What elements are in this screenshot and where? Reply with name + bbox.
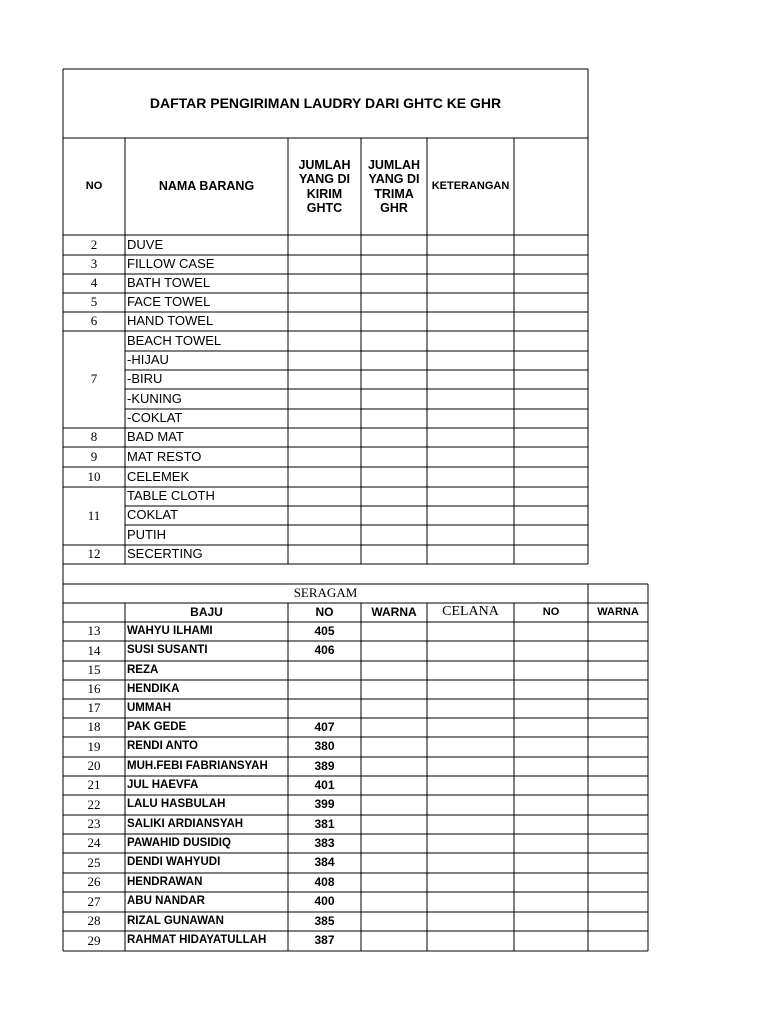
item-name: COKLAT xyxy=(127,507,179,523)
item-name: FILLOW CASE xyxy=(127,256,215,272)
row-no: 26 xyxy=(87,874,101,890)
baju-number: 385 xyxy=(314,913,335,928)
row-no: 13 xyxy=(87,623,101,639)
row-no: 22 xyxy=(87,796,101,812)
baju-number: 399 xyxy=(314,797,335,812)
row-no: 23 xyxy=(87,816,101,832)
baju-number: 408 xyxy=(314,874,335,889)
employee-name: PAWAHID DUSIDIQ xyxy=(127,836,231,849)
row-no: 25 xyxy=(87,854,101,870)
item-name: SECERTING xyxy=(127,546,203,562)
employee-name: MUH.FEBI FABRIANSYAH xyxy=(127,759,268,772)
baju-number xyxy=(288,680,361,699)
item-no: 10 xyxy=(87,468,101,484)
header-baju-warna: WARNA xyxy=(371,604,417,619)
employee-name: LALU HASBULAH xyxy=(127,798,226,811)
row-no: 27 xyxy=(87,893,101,909)
item-name: TABLE CLOTH xyxy=(127,488,215,504)
row-no: 18 xyxy=(87,719,101,735)
item-no: 9 xyxy=(90,448,98,464)
baju-number: 389 xyxy=(314,758,335,773)
header-keterangan: KETERANGAN xyxy=(431,180,510,193)
baju-number: 387 xyxy=(314,933,335,948)
item-no: 8 xyxy=(90,429,98,445)
header-jumlah-trima: JUMLAH YANG DI TRIMA GHR xyxy=(367,157,421,215)
item-name: MAT RESTO xyxy=(127,448,202,464)
item-name: -COKLAT xyxy=(127,410,183,426)
baju-number: 401 xyxy=(314,777,335,792)
row-no: 17 xyxy=(87,700,101,716)
baju-number xyxy=(288,661,361,680)
header-jumlah-kirim: JUMLAH YANG DI KIRIM GHTC xyxy=(298,157,351,215)
item-name: CELEMEK xyxy=(127,468,190,484)
row-no: 16 xyxy=(87,681,101,697)
baju-number: 383 xyxy=(314,835,335,850)
item-no: 7 xyxy=(90,371,98,387)
row-no: 21 xyxy=(87,777,101,793)
item-name: BEACH TOWEL xyxy=(127,332,222,348)
item-no: 11 xyxy=(87,507,101,523)
header-nama-barang: NAMA BARANG xyxy=(158,179,255,194)
item-name: HAND TOWEL xyxy=(127,313,214,329)
header-baju-no: NO xyxy=(315,604,334,619)
item-name: -BIRU xyxy=(127,371,163,387)
baju-number: 400 xyxy=(314,894,335,909)
item-no: 3 xyxy=(90,256,98,272)
item-no: 12 xyxy=(87,546,101,562)
header-celana: CELANA xyxy=(442,604,499,620)
row-no: 20 xyxy=(87,758,101,774)
item-no: 5 xyxy=(90,294,98,310)
employee-name: WAHYU ILHAMI xyxy=(127,624,213,637)
baju-number: 406 xyxy=(314,643,335,658)
employee-name: RAHMAT HIDAYATULLAH xyxy=(127,934,267,947)
employee-name: PAK GEDE xyxy=(127,720,187,733)
row-no: 28 xyxy=(87,913,101,929)
employee-name: SALIKI ARDIANSYAH xyxy=(127,817,244,830)
header-celana-no: NO xyxy=(542,606,560,619)
baju-number: 384 xyxy=(314,855,335,870)
header-celana-warna: WARNA xyxy=(597,606,639,619)
row-no: 19 xyxy=(87,738,101,754)
employee-name: REZA xyxy=(127,663,159,676)
item-no: 4 xyxy=(90,275,98,291)
baju-number: 405 xyxy=(314,623,335,638)
header-baju: BAJU xyxy=(190,604,223,619)
baju-number: 407 xyxy=(314,719,335,734)
row-no: 29 xyxy=(87,932,101,948)
employee-name: JUL HAEVFA xyxy=(127,778,199,791)
item-name: BATH TOWEL xyxy=(127,275,211,291)
employee-name: HENDIKA xyxy=(127,682,180,695)
baju-number: 380 xyxy=(314,739,335,754)
employee-name: RENDI ANTO xyxy=(127,740,198,753)
baju-number xyxy=(288,699,361,718)
section-title-seragam: SERAGAM xyxy=(293,585,358,601)
employee-name: SUSI SUSANTI xyxy=(127,644,208,657)
item-name: DUVE xyxy=(127,236,164,252)
employee-name: UMMAH xyxy=(127,701,172,714)
row-no: 24 xyxy=(87,835,101,851)
row-no: 14 xyxy=(87,642,101,658)
employee-name: ABU NANDAR xyxy=(127,895,205,908)
baju-number: 381 xyxy=(314,816,335,831)
employee-name: HENDRAWAN xyxy=(127,875,203,888)
header-no: NO xyxy=(85,180,103,193)
item-name: FACE TOWEL xyxy=(127,294,211,310)
page-title: DAFTAR PENGIRIMAN LAUDRY DARI GHTC KE GHR xyxy=(149,95,502,112)
employee-name: DENDI WAHYUDI xyxy=(127,856,221,869)
employee-name: RIZAL GUNAWAN xyxy=(127,914,224,927)
item-name: -HIJAU xyxy=(127,352,169,368)
item-no: 2 xyxy=(90,236,98,252)
item-name: PUTIH xyxy=(127,526,166,542)
item-name: BAD MAT xyxy=(127,429,184,445)
row-no: 15 xyxy=(87,662,101,678)
item-name: -KUNING xyxy=(127,390,182,406)
item-no: 6 xyxy=(90,313,98,329)
